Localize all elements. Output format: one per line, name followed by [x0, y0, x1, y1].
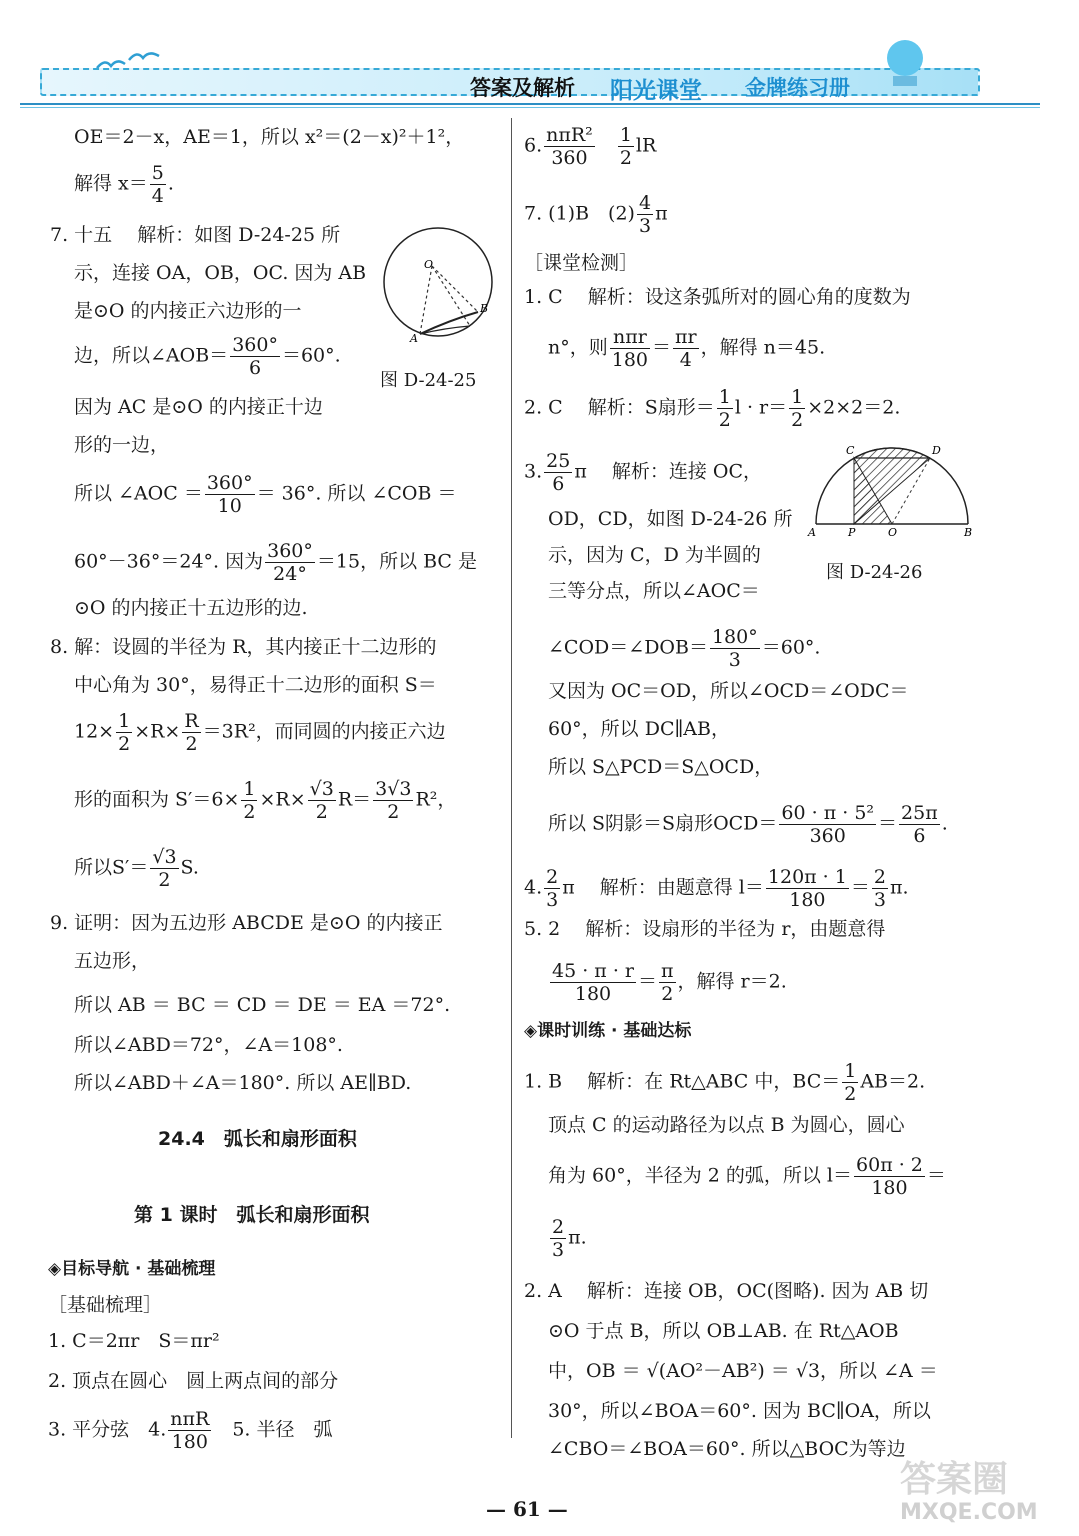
text-line: ∠COD＝∠DOB＝ $\frac{180^\circ}{3}$ ＝60°. [548, 626, 821, 671]
text-line: 1. C 解析：设这条弧所对的圆心角的度数为 [524, 286, 911, 308]
svg-text:O: O [424, 258, 434, 271]
text-line: 2. 顶点在圆心 圆上两点间的部分 [48, 1370, 339, 1392]
text-line: 30°，所以∠BOA＝60°. 因为 BC∥OA，所以 [548, 1400, 931, 1422]
header-rule [20, 103, 1040, 105]
svg-text:O: O [888, 526, 898, 539]
header-rule-thin [20, 107, 1040, 108]
text-line: 示，因为 C，D 为半圆的 [548, 544, 761, 566]
text-line: 所以 S△PCD＝S△OCD， [548, 756, 774, 778]
text-line: 所以 AB ＝ BC ＝ CD ＝ DE ＝ EA ＝72°. [74, 994, 451, 1016]
column-divider [511, 118, 512, 1438]
text-line: 五边形， [74, 950, 151, 972]
text-line: 2. C 解析：S扇形＝ $\frac{1}{2}$ l · r＝ $\frac{1}{2}$ ×2×2＝2. [524, 386, 901, 431]
figure-caption: 图 D-24-26 [826, 562, 923, 583]
text-line: OD，CD，如图 D-24-26 所 [548, 508, 793, 530]
text-line: 所以∠ABD＝72°，∠A＝108°. [74, 1034, 343, 1056]
text-line: 所以 ∠AOC ＝ $\frac{360^\circ}{10}$ ＝ 36°. 所以 ∠COB ＝ [74, 472, 457, 517]
answer-9-line: 9. 证明：因为五边形 ABCDE 是⊙O 的内接正 [50, 912, 443, 934]
text-line: 所以∠ABD＋∠A＝180°. 所以 AE∥BD. [74, 1072, 412, 1094]
text-line: ∠CBO＝∠BOA＝60°. 所以△BOC为等边 [548, 1438, 906, 1460]
text-line: 12× $\frac{1}{2}$ ×R× $\frac{R}{2}$ ＝3R²，而同圆的内接正六边 [74, 710, 446, 755]
subsection-heading: ［基础梳理］ [48, 1294, 163, 1316]
figure-d-24-26 [808, 442, 978, 539]
figure-d-24-25 [380, 212, 500, 345]
text-line: 3. 平分弦 4. $\frac{\text{nπR}}{180}$ 5. 半径 弧 [48, 1408, 333, 1453]
text-line: 解得 x＝ $\frac{5}{4}$ . [74, 162, 174, 207]
header-series: 金牌练习册 [745, 76, 850, 100]
text-line: 7. (1)B (2) $\frac{4}{3}$ π [524, 192, 668, 237]
text-line: 所以S′＝ $\frac{√3}{2}$ S. [74, 846, 199, 891]
text-line: 6. $\frac{\text{nπR²}}{360}$ $\frac{1}{2}$ lR [524, 124, 657, 169]
text-line: $\frac{2}{3}$ π. [552, 1216, 587, 1261]
text-line: 又因为 OC＝OD，所以∠OCD＝∠ODC＝ [548, 680, 909, 702]
subsection-heading: ［课堂检测］ [524, 252, 639, 274]
text-line: 角为 60°，半径为 2 的弧，所以 l＝ $\frac{60\pi \cdot 2}{180}$ ＝ [548, 1154, 946, 1199]
lesson-title: 第 1 课时 弧长和扇形面积 [134, 1204, 370, 1226]
text-line: 形的面积为 S′＝6× $\frac{1}{2}$ ×R× $\frac{√3}{2}$ R＝ $\frac{3√3}{2}$ R²， [74, 778, 457, 823]
text-line: n°，则 $\frac{\text{nπr}}{180}$ ＝ $\frac{\pi r}{4}$ ，解得 n＝45. [548, 326, 826, 371]
figure-caption: 图 D-24-25 [380, 370, 477, 391]
text-line: 4. $\frac{2}{3}$ π 解析：由题意得 l＝ $\frac{120\pi \cdot 1}{180}$ ＝ $\frac{2}{3}$ π. [524, 866, 909, 911]
nav-heading: ◈目标导航 · 基础梳理 [48, 1259, 216, 1279]
text-line: 顶点 C 的运动路径为以点 B 为圆心，圆心 [548, 1114, 905, 1136]
header-brand: 阳光课堂 [610, 78, 702, 104]
page-header [0, 0, 1079, 110]
text-line: 1. C＝2πr S＝πr² [48, 1330, 220, 1352]
text-line: 中心角为 30°，易得正十二边形的面积 S＝ [74, 674, 437, 696]
header-title: 答案及解析 [470, 76, 575, 100]
text-line: 1. B 解析：在 Rt△ABC 中，BC＝ $\frac{1}{2}$ AB＝2. [524, 1060, 926, 1105]
section-title: 24.4 弧长和扇形面积 [158, 1128, 357, 1150]
text-line: 因为 AC 是⊙O 的内接正十边 [74, 396, 323, 418]
svg-text:C: C [846, 444, 855, 457]
text-line: 60°－36°＝24°. 因为 $\frac{360^\circ}{24^\circ}$ ＝15，所以 BC 是 [74, 540, 477, 585]
answer-8-line: 8. 解：设圆的半径为 R，其内接正十二边形的 [50, 636, 437, 658]
svg-text:P: P [848, 526, 856, 539]
text-line: 2. A 解析：连接 OB，OC(图略). 因为 AB 切 [524, 1280, 929, 1302]
text-line: ⊙O 的内接正十五边形的边. [74, 597, 308, 619]
train-heading: ◈课时训练 · 基础达标 [524, 1021, 692, 1041]
svg-text:A: A [808, 526, 816, 539]
text-line: $\frac{45 \cdot \pi \cdot r}{180}$ ＝ $\frac{\pi}{2}$ ，解得 r＝2. [552, 960, 787, 1005]
text-line: ⊙O 于点 B，所以 OB⊥AB. 在 Rt△AOB [548, 1320, 899, 1342]
text-line: 是⊙O 的内接正六边形的一 [74, 300, 302, 322]
text-line: OE＝2－x，AE＝1，所以 x²＝(2－x)²＋1²， [74, 126, 465, 148]
text-line: 60°，所以 DC∥AB， [548, 718, 730, 740]
text-line: 形的一边， [74, 434, 170, 456]
text-line: 边，所以∠AOB＝ $\frac{360^\circ}{6}$ ＝60°. [74, 334, 341, 379]
text-line: 3. $\frac{25}{6}$ π 解析：连接 OC， [524, 450, 763, 495]
svg-text:A: A [410, 332, 418, 345]
text-line: 5. 2 解析：设扇形的半径为 r，由题意得 [524, 918, 886, 940]
svg-text:B: B [480, 302, 489, 315]
text-line: 示，连接 OA，OB，OC. 因为 AB [74, 262, 367, 284]
svg-text:D: D [932, 444, 941, 457]
page-number: — 61 — [486, 1497, 568, 1521]
text-line: 三等分点，所以∠AOC＝ [548, 580, 760, 602]
globe-icon [875, 30, 935, 90]
text-line: 中，OB ＝ √(AO²－AB²) ＝ √3，所以 ∠A ＝ [548, 1360, 938, 1382]
answer-7-line: 7. 十五 解析：如图 D-24-25 所 [50, 224, 341, 246]
svg-text:B: B [964, 526, 973, 539]
text-line: 所以 S阴影＝S扇形OCD＝ $\frac{\text{60 · π · 5²}}{360}$ ＝ $\frac{25\pi}{6}$ . [548, 802, 948, 847]
watermark-logo: 答案圈 MXQE.COM [900, 1459, 1038, 1525]
